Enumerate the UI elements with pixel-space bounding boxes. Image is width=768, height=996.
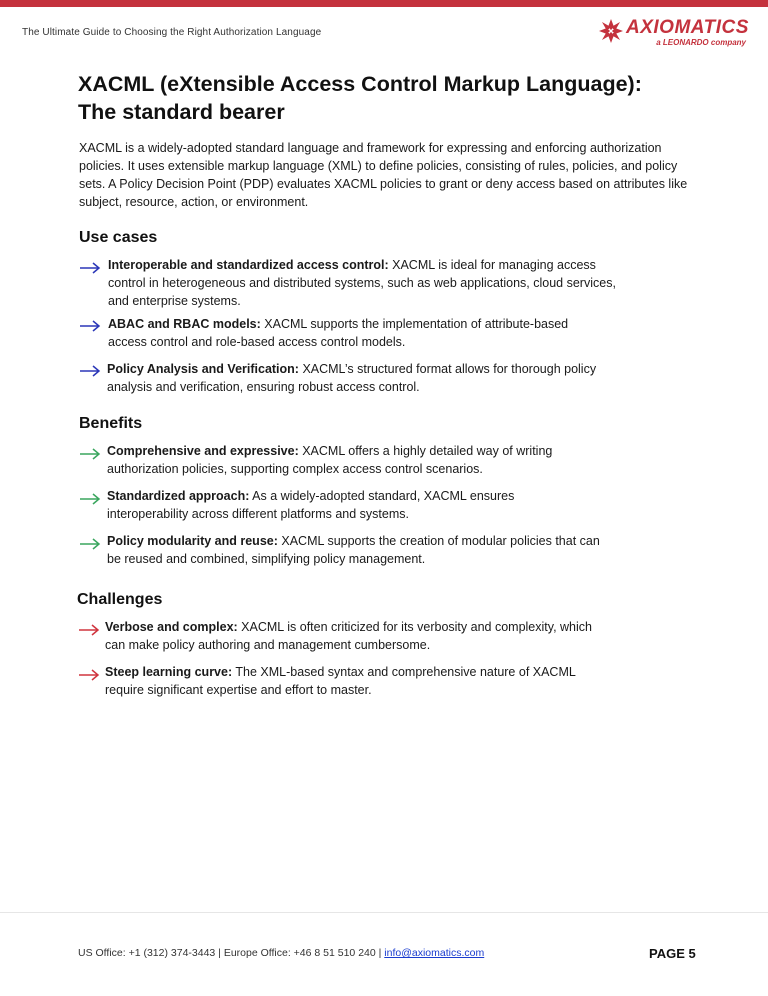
item-text: XACML is often criticized for its verbosity and complexity, which can make policy authoring and management cumbersome.	[105, 620, 592, 652]
benefit-item	[107, 532, 617, 568]
item-text: XACML offers a highly detailed way of writing authorization policies, supporting complex access control scenarios.	[107, 444, 553, 476]
use-case-item	[107, 360, 607, 396]
arrow-right-icon	[79, 538, 101, 550]
item-lead: Steep learning curve:	[105, 665, 233, 679]
item-text: XACML supports the creation of modular policies that can be reused and combined, simplifying policy management.	[107, 534, 600, 566]
title-line-2: The standard bearer	[78, 100, 285, 124]
benefit-item	[107, 487, 567, 523]
item-lead: Standardized approach:	[107, 489, 250, 503]
footer-divider	[0, 912, 768, 913]
logo-wordmark: AXIOMATICS	[626, 17, 749, 38]
item-text: XACML is ideal for managing access control in heterogeneous and distributed systems, such as web applications, cloud services, and enterprise systems.	[108, 258, 616, 308]
item-text: As a widely-adopted standard, XACML ensures interoperability across different platforms and systems.	[107, 489, 515, 521]
page-number: PAGE 5	[649, 946, 696, 961]
axiomatics-logo	[598, 16, 758, 50]
top-accent-bar	[0, 0, 768, 7]
arrow-right-icon	[79, 448, 101, 460]
item-lead: Policy modularity and reuse:	[107, 534, 278, 548]
item-text: XACML supports the implementation of attribute-based access control and role-based access control models.	[108, 317, 569, 349]
item-text: The XML-based syntax and comprehensive nature of XACML require significant expertise and effort to master.	[105, 665, 576, 697]
arrow-right-icon	[78, 624, 100, 636]
footer-offices: US Office: +1 (312) 374-3443 | Europe Office: +46 8 51 510 240 |	[78, 947, 385, 959]
arrow-right-icon	[79, 493, 101, 505]
item-lead: ABAC and RBAC models:	[108, 317, 261, 331]
document-title: The Ultimate Guide to Choosing the Right Authorization Language	[22, 27, 322, 38]
challenge-item	[105, 663, 605, 699]
arrow-right-icon	[79, 320, 101, 332]
item-lead: Policy Analysis and Verification:	[107, 362, 299, 376]
intro-paragraph: XACML is a widely-adopted standard language and framework for expressing and enforcing authorization policies. It uses extensible markup language (XML) to define policies, consisting of rules, policies, and policy sets. A Policy Decision Point (PDP) evaluates XACML policies to grant or deny access based on attributes like subject, resource, action, or environment.	[79, 141, 688, 209]
arrow-right-icon	[78, 669, 100, 681]
page-title	[78, 70, 698, 126]
logo-tagline: a LEONARDO company	[656, 38, 746, 47]
use-case-item	[108, 256, 628, 310]
use-case-item	[108, 315, 608, 351]
benefits-heading: Benefits	[79, 415, 143, 432]
footer-email-link[interactable]: info@axiomatics.com	[384, 947, 485, 959]
title-line-1: XACML (eXtensible Access Control Markup Language):	[78, 72, 642, 96]
logo-mark-icon	[598, 18, 624, 44]
challenges-heading: Challenges	[77, 591, 163, 608]
use-cases-heading: Use cases	[79, 229, 158, 246]
footer-contact	[78, 947, 484, 959]
benefit-item	[107, 442, 607, 478]
item-text: XACML’s structured format allows for thorough policy analysis and verification, ensuring robust access control.	[107, 362, 597, 394]
item-lead: Verbose and complex:	[105, 620, 238, 634]
item-lead: Interoperable and standardized access control:	[108, 258, 389, 272]
arrow-right-icon	[79, 365, 101, 377]
challenge-item	[105, 618, 605, 654]
item-lead: Comprehensive and expressive:	[107, 444, 299, 458]
arrow-right-icon	[79, 262, 101, 274]
